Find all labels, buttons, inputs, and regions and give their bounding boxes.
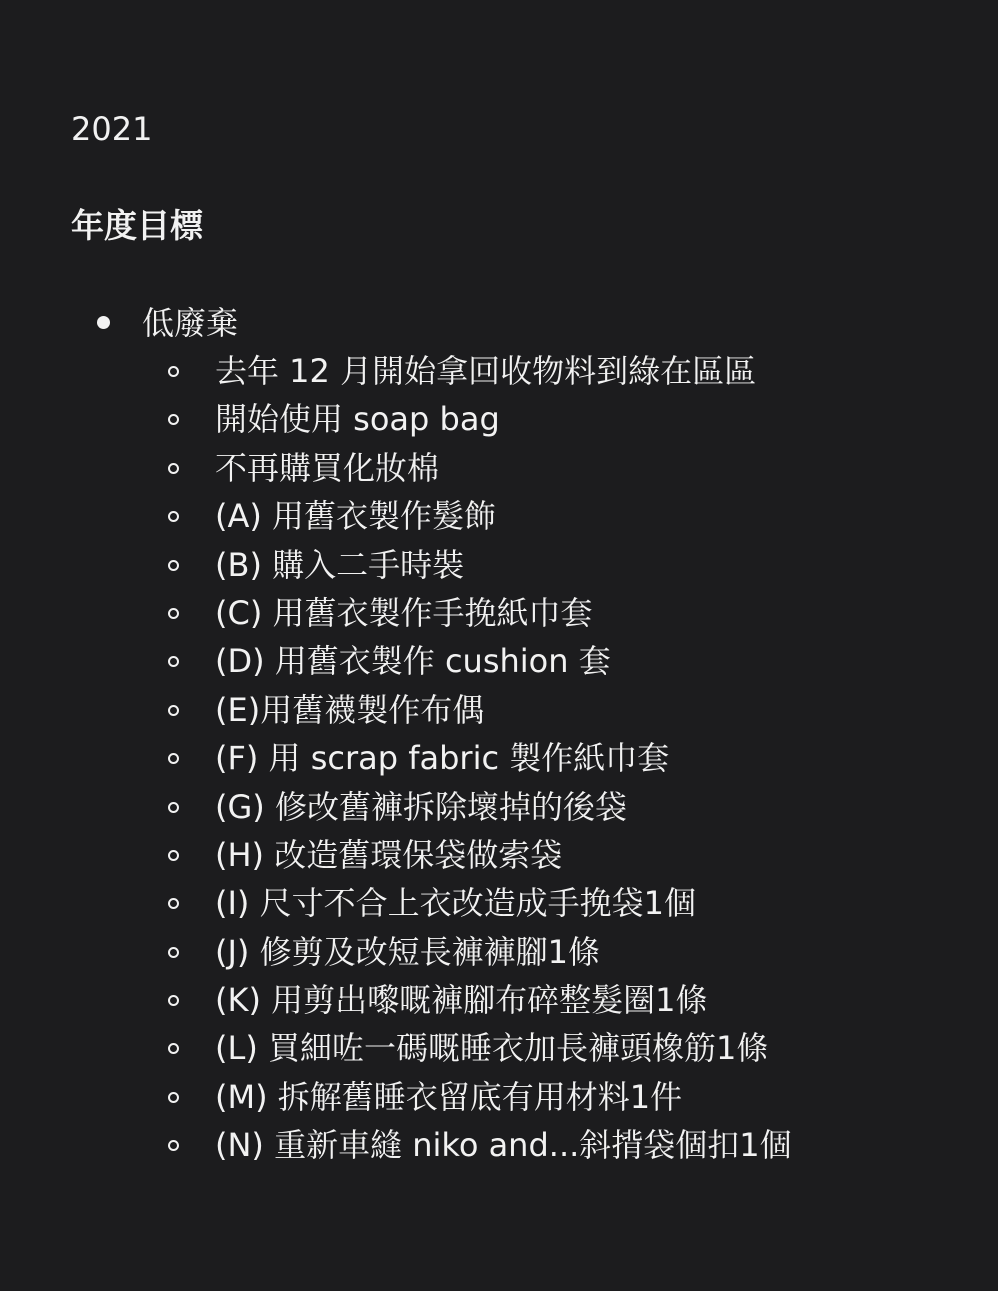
sublist-item bbox=[0, 592, 998, 640]
sublist-item-text: (B) 購入二手時裝 bbox=[215, 545, 465, 584]
hollow-bullet-icon bbox=[168, 898, 179, 909]
hollow-bullet-icon bbox=[168, 608, 179, 619]
hollow-bullet-icon bbox=[168, 1043, 179, 1054]
hollow-bullet-icon bbox=[168, 947, 179, 958]
sublist-item-text: (K) 用剪出嚟嘅褲腳布碎整髮圈1條 bbox=[215, 981, 708, 1020]
sublist-item bbox=[0, 544, 998, 592]
sublist-item bbox=[0, 1027, 998, 1075]
hollow-bullet-icon bbox=[168, 560, 179, 571]
hollow-bullet-icon bbox=[168, 995, 179, 1006]
sublist-item-text: (M) 拆解舊睡衣留底有用材料1件 bbox=[215, 1077, 683, 1116]
sublist-item-text: (H) 改造舊環保袋做索袋 bbox=[215, 835, 563, 874]
sublist-item-text: (E)用舊襪製作布偶 bbox=[215, 690, 485, 729]
sublist-item bbox=[0, 447, 998, 495]
sublist-item bbox=[0, 737, 998, 785]
sublist-item-text: (F) 用 scrap fabric 製作紙巾套 bbox=[215, 739, 670, 778]
sublist bbox=[0, 350, 998, 1173]
sublist-item-text: 去年 12 月開始拿回收物料到綠在區區 bbox=[215, 352, 757, 390]
sublist-item bbox=[0, 398, 998, 446]
sublist-item-text: 不再購買化妝棉 bbox=[215, 448, 440, 487]
hollow-bullet-icon bbox=[168, 656, 179, 667]
sublist-item bbox=[0, 350, 998, 398]
hollow-bullet-icon bbox=[168, 802, 179, 813]
sublist-item bbox=[0, 1124, 998, 1172]
sublist-item-text: 開始使用 soap bag bbox=[215, 400, 500, 439]
sublist-item bbox=[0, 882, 998, 930]
note-heading: 年度目標 bbox=[71, 206, 203, 245]
bullet-icon bbox=[97, 316, 110, 329]
hollow-bullet-icon bbox=[168, 705, 179, 716]
sublist-item bbox=[0, 495, 998, 543]
sublist-item bbox=[0, 834, 998, 882]
sublist-item bbox=[0, 689, 998, 737]
hollow-bullet-icon bbox=[168, 850, 179, 861]
note-year: 2021 bbox=[71, 110, 153, 148]
sublist-item-text: (G) 修改舊褲拆除壞掉的後袋 bbox=[215, 787, 627, 826]
hollow-bullet-icon bbox=[168, 366, 179, 377]
sublist-item bbox=[0, 931, 998, 979]
sublist-item-text: (I) 尺寸不合上衣改造成手挽袋1個 bbox=[215, 884, 696, 923]
hollow-bullet-icon bbox=[168, 1092, 179, 1103]
sublist-item-text: (D) 用舊衣製作 cushion 套 bbox=[215, 642, 611, 681]
sublist-item bbox=[0, 786, 998, 834]
hollow-bullet-icon bbox=[168, 414, 179, 425]
sublist-item bbox=[0, 640, 998, 688]
sublist-item-text: (C) 用舊衣製作手挽紙巾套 bbox=[215, 593, 593, 632]
hollow-bullet-icon bbox=[168, 463, 179, 474]
sublist-item-text: (L) 買細咗一碼嘅睡衣加長褲頭橡筋1條 bbox=[215, 1029, 769, 1068]
sublist-item-text: (N) 重新車縫 niko and...斜揹袋個扣1個 bbox=[215, 1126, 792, 1165]
sublist-item-text: (A) 用舊衣製作髮飾 bbox=[215, 497, 497, 536]
hollow-bullet-icon bbox=[168, 1140, 179, 1151]
sublist-item bbox=[0, 1076, 998, 1124]
hollow-bullet-icon bbox=[168, 753, 179, 764]
sublist-item-text: (J) 修剪及改短長褲褲腳1條 bbox=[215, 932, 600, 971]
hollow-bullet-icon bbox=[168, 511, 179, 522]
sublist-item bbox=[0, 979, 998, 1027]
list-item-low-waste: 低廢棄 bbox=[142, 304, 239, 342]
